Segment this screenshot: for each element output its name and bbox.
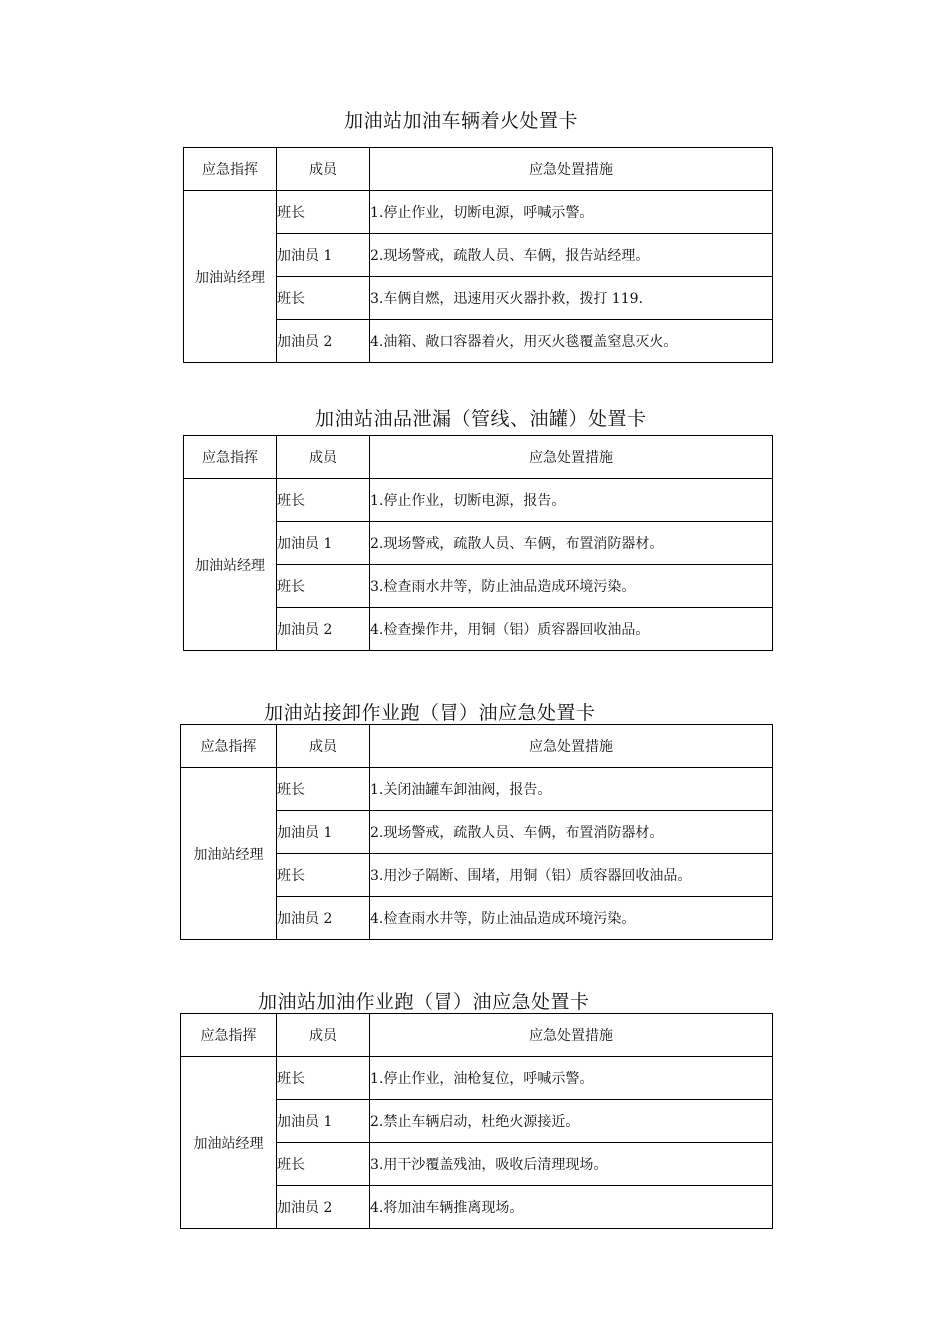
action-cell: 1.关闭油罐车卸油阀，报告。 [370, 768, 773, 811]
card-2-title: 加油站油品泄漏（管线、油罐）处置卡 [315, 408, 647, 430]
member-cell: 班长 [277, 1057, 370, 1100]
member-cell: 班长 [277, 768, 370, 811]
commander-cell: 加油站经理 [181, 1057, 277, 1229]
table-row [184, 191, 773, 234]
member-cell: 加油员 2 [277, 320, 370, 363]
commander-cell: 加油站经理 [181, 768, 277, 940]
member-cell: 班长 [277, 191, 370, 234]
action-cell: 4.油箱、敞口容器着火，用灭火毯覆盖窒息灭火。 [370, 320, 773, 363]
card-3-table [180, 724, 773, 940]
action-cell: 3.用干沙覆盖残油，吸收后清理现场。 [370, 1143, 773, 1186]
header-commander: 应急指挥 [184, 436, 277, 479]
card-3-title: 加油站接卸作业跑（冒）油应急处置卡 [264, 702, 596, 724]
action-cell: 3.用沙子隔断、围堵，用铜（铝）质容器回收油品。 [370, 854, 773, 897]
member-cell: 加油员 1 [277, 234, 370, 277]
action-cell: 1.停止作业，切断电源，呼喊示警。 [370, 191, 773, 234]
card-1-table [183, 147, 773, 363]
card-4-title: 加油站加油作业跑（冒）油应急处置卡 [258, 991, 590, 1013]
action-cell: 3.检查雨水井等，防止油品造成环境污染。 [370, 565, 773, 608]
action-cell: 4.检查雨水井等，防止油品造成环境污染。 [370, 897, 773, 940]
header-member: 成员 [277, 436, 370, 479]
action-cell: 1.停止作业，油枪复位，呼喊示警。 [370, 1057, 773, 1100]
action-cell: 4.检查操作井，用铜（铝）质容器回收油品。 [370, 608, 773, 651]
table-header-row [181, 725, 773, 768]
action-cell: 2.现场警戒，疏散人员、车俩，布置消防器材。 [370, 811, 773, 854]
card-1-title: 加油站加油车辆着火处置卡 [344, 110, 579, 132]
member-cell: 加油员 1 [277, 1100, 370, 1143]
table-row [181, 768, 773, 811]
header-member: 成员 [277, 1014, 370, 1057]
action-cell: 3.车俩自燃，迅速用灭火器扑救，拨打 119. [370, 277, 773, 320]
table-header-row [184, 436, 773, 479]
card-4-table [180, 1013, 773, 1229]
action-cell: 1.停止作业，切断电源，报告。 [370, 479, 773, 522]
commander-cell: 加油站经理 [184, 479, 277, 651]
action-cell: 2.现场警戒，疏散人员、车俩，布置消防器材。 [370, 522, 773, 565]
member-cell: 加油员 2 [277, 897, 370, 940]
member-cell: 加油员 1 [277, 811, 370, 854]
table-row [181, 1057, 773, 1100]
table-row [184, 479, 773, 522]
header-commander: 应急指挥 [184, 148, 277, 191]
member-cell: 班长 [277, 1143, 370, 1186]
table-header-row [181, 1014, 773, 1057]
header-measures: 应急处置措施 [370, 1014, 773, 1057]
member-cell: 加油员 2 [277, 1186, 370, 1229]
action-cell: 4.将加油车辆推离现场。 [370, 1186, 773, 1229]
header-measures: 应急处置措施 [370, 725, 773, 768]
header-member: 成员 [277, 148, 370, 191]
header-commander: 应急指挥 [181, 725, 277, 768]
member-cell: 班长 [277, 565, 370, 608]
commander-cell: 加油站经理 [184, 191, 277, 363]
card-2-table [183, 435, 773, 651]
member-cell: 加油员 1 [277, 522, 370, 565]
header-commander: 应急指挥 [181, 1014, 277, 1057]
table-header-row [184, 148, 773, 191]
header-measures: 应急处置措施 [370, 436, 773, 479]
member-cell: 班长 [277, 854, 370, 897]
action-cell: 2.现场警戒，疏散人员、车俩，报告站经理。 [370, 234, 773, 277]
member-cell: 加油员 2 [277, 608, 370, 651]
header-measures: 应急处置措施 [370, 148, 773, 191]
member-cell: 班长 [277, 277, 370, 320]
header-member: 成员 [277, 725, 370, 768]
action-cell: 2.禁止车辆启动，杜绝火源接近。 [370, 1100, 773, 1143]
member-cell: 班长 [277, 479, 370, 522]
